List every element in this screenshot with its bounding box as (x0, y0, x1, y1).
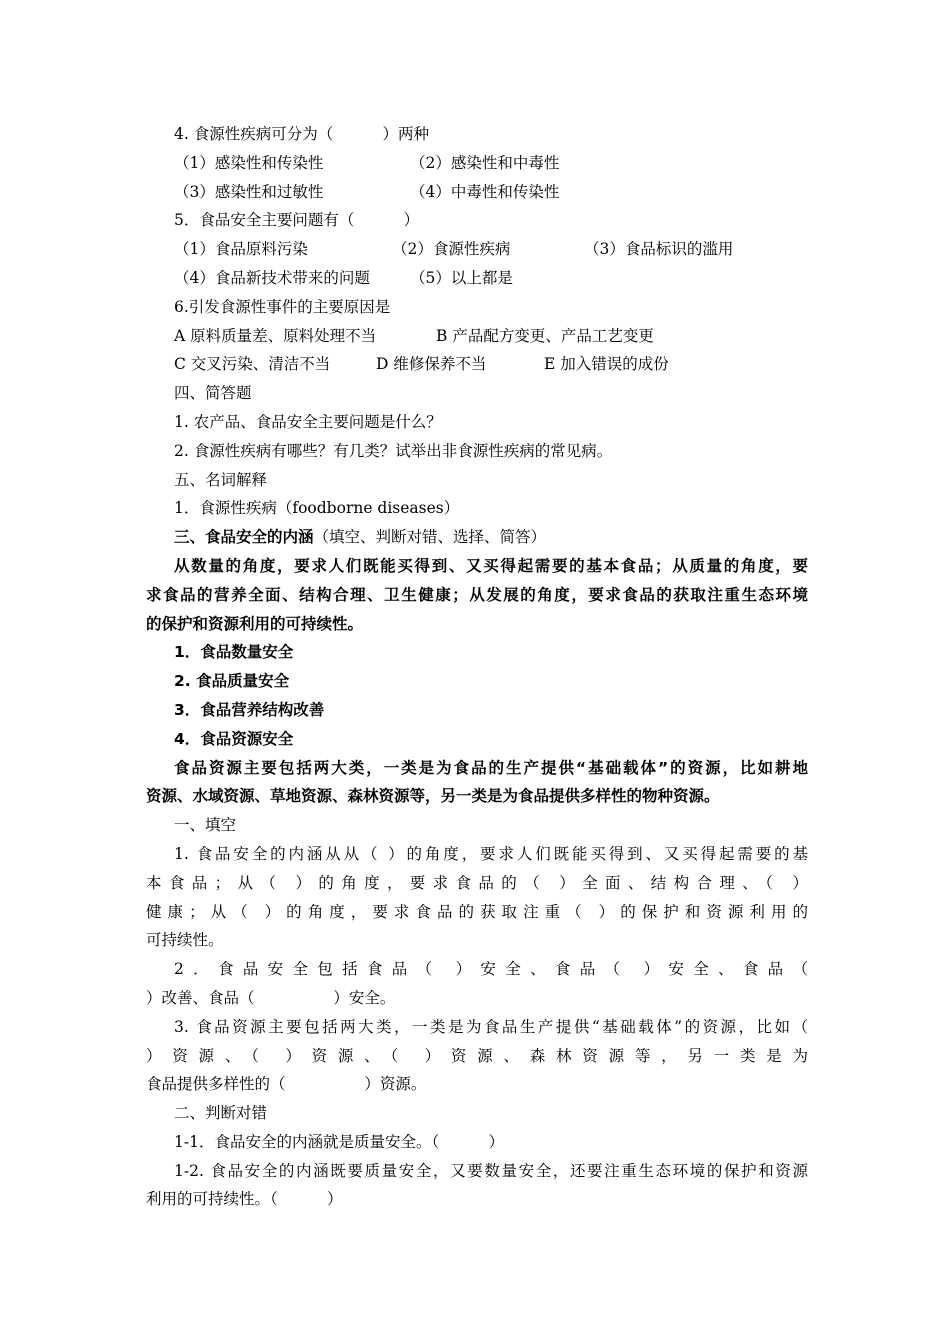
section-3-paragraph-1-line-1: 从数量的角度，要求人们既能买得到、又买得起需要的基本食品；从质量的角度，要 (174, 556, 808, 575)
fill-blank-heading: 一、填空 (174, 816, 237, 835)
fill-blank-q3-line-1: 3. 食品资源主要包括两大类，一类是为食品生产提供“基础载体”的资源，比如（ (174, 1017, 808, 1036)
q4-option-1: （1）感染性和传染性 (174, 153, 324, 172)
fill-blank-q1-line-3: 健康；从（ ）的角度，要求食品的获取注重（ ）的保护和资源利用的 (146, 902, 808, 921)
true-false-question-2-line-2: 利用的可持续性。（ ） (146, 1190, 343, 1209)
q6-option-a: A 原料质量差、原料处理不当 (174, 326, 377, 345)
fill-blank-q1-line-1: 1. 食品安全的内涵从从（ ）的角度，要求人们既能买得到、又买得起需要的基 (174, 844, 808, 863)
section-3-title-bold: 三、食品安全的内涵 (174, 528, 314, 547)
question-5-options-row-2 (146, 264, 808, 293)
q5-option-1: （1）食品原料污染 (174, 240, 308, 259)
q6-option-b: B 产品配方变更、产品工艺变更 (436, 326, 654, 345)
q4-option-3: （3）感染性和过敏性 (174, 182, 324, 201)
section-3-paragraph-1-line-2: 求食品的营养全面、结构合理、卫生健康；从发展的角度，要求食品的获取注重生态环境 (146, 585, 808, 604)
section-3-title (146, 523, 808, 552)
document-body (146, 120, 808, 1214)
section-3-paragraph-2-line-2: 资源、水域资源、草地资源、森林资源等，另一类是为食品提供多样性的物种资源。 (146, 787, 720, 806)
q6-option-c: C 交叉污染、清洁不当 (174, 355, 331, 374)
question-4-options-row-2 (146, 178, 808, 207)
fill-blank-q1-line-2: 本食品；从（ ）的角度，要求食品的（ ）全面、结构合理、（ ） (146, 873, 808, 892)
section-3-item-3: 3．食品营养结构改善 (174, 700, 325, 719)
short-answer-question-2: 2. 食源性疾病有哪些？有几类？试举出非食源性疾病的常见病。 (174, 441, 613, 460)
section-short-answer-heading: 四、简答题 (174, 384, 252, 403)
section-term-explanation-heading: 五、名词解释 (174, 470, 268, 489)
section-3-paragraph-1-line-3: 的保护和资源利用的可持续性。 (146, 614, 364, 633)
q4-option-4: （4）中毒性和传染性 (410, 182, 560, 201)
q4-option-2: （2）感染性和中毒性 (410, 153, 560, 172)
q5-option-3: （3）食品标识的滥用 (584, 240, 734, 259)
section-3-title-note: （填空、判断对错、选择、简答） (313, 528, 547, 547)
section-3-item-1: 1．食品数量安全 (174, 643, 294, 662)
q5-option-2: （2）食源性疾病 (392, 240, 511, 259)
fill-blank-q3-line-3: 食品提供多样性的（ ）资源。 (146, 1075, 427, 1094)
section-3-item-2: 2. 食品质量安全 (174, 672, 290, 691)
fill-blank-q2-line-1: 2．食品安全包括食品（ ）安全、食品（ ）安全、食品（ (174, 960, 808, 979)
fill-blank-q2-line-2: ）改善、食品（ ）安全。 (146, 988, 396, 1007)
q5-option-4: （4）食品新技术带来的问题 (174, 268, 370, 287)
fill-blank-q1-line-4: 可持续性。 (146, 931, 224, 950)
short-answer-question-1: 1. 农产品、食品安全主要问题是什么？ (174, 412, 442, 431)
true-false-heading: 二、判断对错 (174, 1104, 268, 1123)
term-explanation-question-1: 1．食源性疾病（foodborne diseases） (174, 499, 460, 518)
question-4-stem: 4. 食源性疾病可分为（ ）两种 (174, 125, 429, 143)
question-4-options-row-1 (146, 149, 808, 178)
question-6-stem: 6.引发食源性事件的主要原因是 (174, 297, 391, 316)
section-3-item-4: 4．食品资源安全 (174, 729, 294, 748)
q6-option-d: D 维修保养不当 (376, 355, 487, 374)
question-5-stem: 5．食品安全主要问题有（ ） (174, 211, 420, 230)
q5-option-5: （5）以上都是 (410, 268, 513, 287)
question-5-options-row-1 (146, 235, 808, 264)
q6-option-e: E 加入错误的成份 (544, 355, 669, 374)
true-false-question-2-line-1: 1-2. 食品安全的内涵既要质量安全，又要数量安全，还要注重生态环境的保护和资源 (174, 1161, 808, 1180)
question-6-options-row-1 (146, 322, 808, 351)
question-6-options-row-2 (146, 350, 808, 379)
section-3-paragraph-2-line-1: 食品资源主要包括两大类，一类是为食品的生产提供“基础载体”的资源，比如耕地 (174, 758, 808, 777)
true-false-question-1: 1-1．食品安全的内涵就是质量安全。（ ） (174, 1132, 504, 1151)
fill-blank-q3-line-2: ）资源、（ ）资源、（ ）资源、森林资源等，另一类是为 (146, 1046, 808, 1065)
